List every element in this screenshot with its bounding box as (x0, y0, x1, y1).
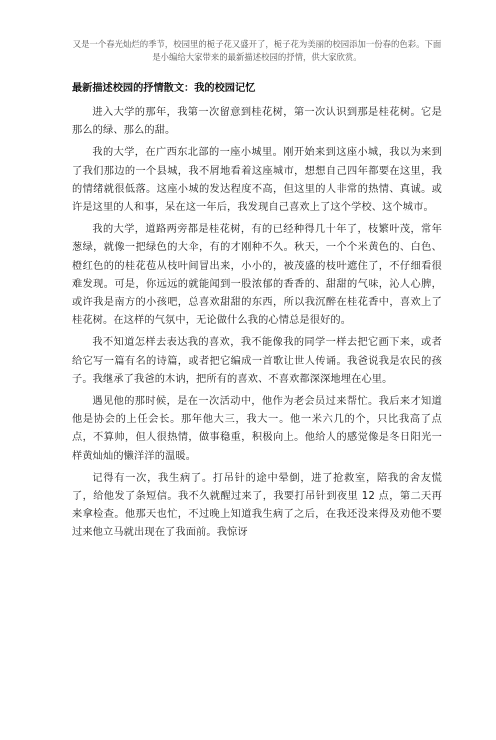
paragraph: 我的大学，道路两旁都是桂花树，有的已经种得几十年了，枝繁叶茂，常年葱绿，就像一把绿色的大伞，有的才刚种不久。秋天，一个个米黄色的、白色、橙红色的的桂花苞从枝叶间冒出来，小小的，被茂盛的枝叶遮住了，不仔细看很难发现。可是，你远远的就能闻到一股浓郁的香香的、甜甜的气味，沁人心脾，或许我是南方的小孩吧，总喜欢甜甜的东西，所以我沉醉在桂花香中，喜欢上了桂花树。在这样的气氛中，无论做什么我的心情总是很好的。 (72, 224, 442, 327)
paragraph: 进入大学的那年，我第一次留意到桂花树，第一次认识到那是桂花树。它是那么的绿、那么的甜。 (72, 107, 442, 137)
paragraph: 记得有一次，我生病了。打吊针的途中晕倒，进了抢救室，陪我的舍友慌了，给他发了条短信。我不久就醒过来了，我要打吊针到夜里 12 点，第二天再来拿检查。他那天也忙，不过晚上知道我生病了之后，在我还没来得及劝他不要过来他立马就出现在了我面前。我惊讶 (72, 472, 442, 539)
intro-text: 又是一个春光灿烂的季节，校园里的栀子花又盛开了，栀子花为美丽的校园添加一份春的色彩。下面是小编给大家带来的最新描述校园的抒情，供大家欣赏。 (72, 39, 442, 62)
paragraph: 遇见他的那时候，是在一次活动中，他作为老会员过来帮忙。我后来才知道他是协会的上任会长。那年他大三，我大一。他一米六几的个，只比我高了点点，不算帅，但人很热情，做事稳重，积极向上。他给人的感觉像是冬日阳光一样黄灿灿的懒洋洋的温暖。 (72, 396, 442, 462)
document-page (0, 38, 496, 740)
article-title: 最新描述校园的抒情散文：我的校园记忆 (72, 83, 256, 94)
paragraph: 我不知道怎样去表达我的喜欢，我不能像我的同学一样去把它画下来，或者给它写一篇有名的诗篇，或者把它编成一首歌让世人传诵。我爸说我是农民的孩子。我继承了我爸的木讷，把所有的喜欢、不喜欢都深深地埋在心里。 (72, 337, 442, 385)
paragraph: 我的大学，在广西东北部的一座小城里。刚开始来到这座小城，我以为来到了我们那边的一个县城，我不屑地看着这座城市，想想自己四年都要在这里，我的情绪就很低落。这座小城的发达程度不高，但这里的人非常的热情、真诚。或许是这里的人和事，呆在这一年后，我发现自己喜欢上了这个学校、这个城市。 (72, 147, 442, 214)
